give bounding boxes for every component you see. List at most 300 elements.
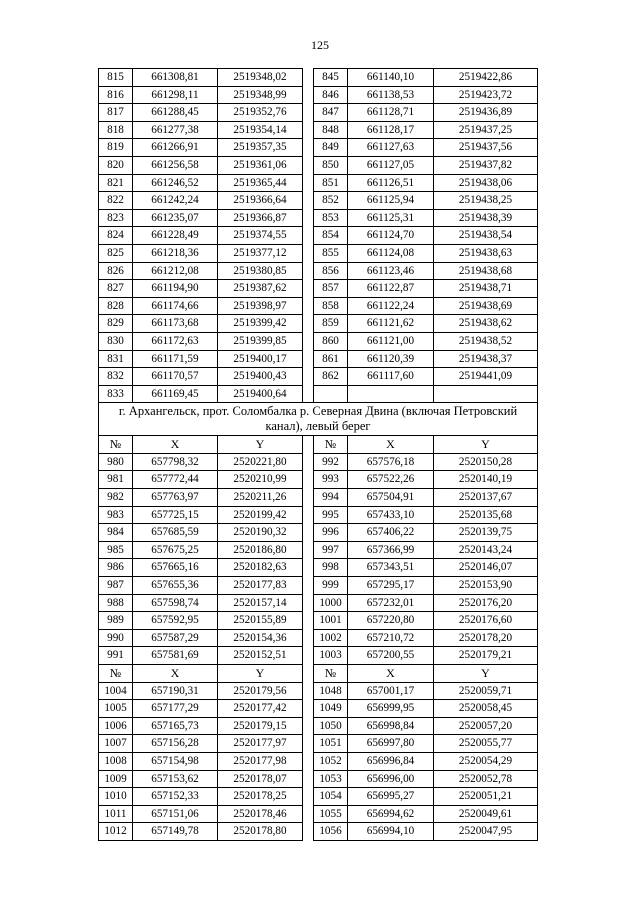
y-coordinate-cell: 2520221,80 [218, 453, 303, 471]
point-number-cell: 816 [99, 86, 133, 104]
x-coordinate-cell: 661235,07 [133, 209, 218, 227]
column-gap [303, 453, 314, 471]
y-coordinate-cell: 2520055,77 [434, 735, 538, 753]
column-gap [303, 315, 314, 333]
y-coordinate-cell: 2519374,55 [218, 227, 303, 245]
x-coordinate-cell: 657200,55 [348, 647, 434, 665]
point-number-cell: 859 [314, 315, 348, 333]
point-number-cell: 990 [99, 629, 133, 647]
y-coordinate-cell: 2520178,25 [218, 788, 303, 806]
point-number-cell: 995 [314, 506, 348, 524]
point-number-cell: 822 [99, 192, 133, 210]
column-gap [303, 332, 314, 350]
point-number-cell: 1006 [99, 717, 133, 735]
point-number-cell: 982 [99, 489, 133, 507]
y-coordinate-cell: 2520152,51 [218, 647, 303, 665]
point-number-cell: 1054 [314, 788, 348, 806]
y-coordinate-cell: 2519361,06 [218, 156, 303, 174]
column-header: Y [218, 665, 303, 683]
table-row [99, 577, 538, 595]
table-row [99, 770, 538, 788]
column-gap [303, 192, 314, 210]
point-number-cell: 858 [314, 297, 348, 315]
x-coordinate-cell: 661140,10 [348, 69, 434, 87]
table-row [99, 612, 538, 630]
x-coordinate-cell: 661266,91 [133, 139, 218, 157]
x-coordinate-cell: 656994,10 [348, 823, 434, 841]
x-coordinate-cell: 661125,31 [348, 209, 434, 227]
column-gap [303, 665, 314, 683]
y-coordinate-cell: 2520051,21 [434, 788, 538, 806]
column-gap [303, 227, 314, 245]
x-coordinate-cell: 661126,51 [348, 174, 434, 192]
y-coordinate-cell: 2519400,17 [218, 350, 303, 368]
point-number-cell: 853 [314, 209, 348, 227]
y-coordinate-cell: 2520155,89 [218, 612, 303, 630]
table-row [99, 121, 538, 139]
column-gap [303, 297, 314, 315]
y-coordinate-cell: 2519380,85 [218, 262, 303, 280]
point-number-cell: 856 [314, 262, 348, 280]
x-coordinate-cell: 661246,52 [133, 174, 218, 192]
point-number-cell: 1056 [314, 823, 348, 841]
y-coordinate-cell: 2520057,20 [434, 717, 538, 735]
x-coordinate-cell: 657001,17 [348, 682, 434, 700]
x-coordinate-cell: 661124,08 [348, 244, 434, 262]
column-gap [303, 752, 314, 770]
column-gap [303, 506, 314, 524]
column-header: X [133, 665, 218, 683]
column-gap [303, 244, 314, 262]
y-coordinate-cell: 2520058,45 [434, 700, 538, 718]
y-coordinate-cell: 2520177,98 [218, 752, 303, 770]
y-coordinate-cell: 2519437,82 [434, 156, 538, 174]
x-coordinate-cell [348, 385, 434, 403]
x-coordinate-cell: 661128,71 [348, 104, 434, 122]
x-coordinate-cell: 661171,59 [133, 350, 218, 368]
table-row [99, 541, 538, 559]
x-coordinate-cell: 657406,22 [348, 524, 434, 542]
x-coordinate-cell: 656997,80 [348, 735, 434, 753]
x-coordinate-cell: 661123,46 [348, 262, 434, 280]
column-gap [303, 788, 314, 806]
table-row [99, 332, 538, 350]
y-coordinate-cell: 2520178,20 [434, 629, 538, 647]
table-row [99, 86, 538, 104]
x-coordinate-cell: 657798,32 [133, 453, 218, 471]
point-number-cell: 825 [99, 244, 133, 262]
y-coordinate-cell: 2520157,14 [218, 594, 303, 612]
section-title-row [99, 403, 538, 436]
table-row [99, 104, 538, 122]
y-coordinate-cell: 2520047,95 [434, 823, 538, 841]
column-gap [303, 647, 314, 665]
y-coordinate-cell: 2519438,25 [434, 192, 538, 210]
column-gap [303, 805, 314, 823]
point-number-cell: 981 [99, 471, 133, 489]
y-coordinate-cell: 2520146,07 [434, 559, 538, 577]
y-coordinate-cell: 2520186,80 [218, 541, 303, 559]
y-coordinate-cell: 2520178,07 [218, 770, 303, 788]
y-coordinate-cell: 2519436,89 [434, 104, 538, 122]
x-coordinate-cell: 656994,62 [348, 805, 434, 823]
x-coordinate-cell: 657665,16 [133, 559, 218, 577]
table-row [99, 209, 538, 227]
point-number-cell: 986 [99, 559, 133, 577]
column-header: № [314, 665, 348, 683]
y-coordinate-cell: 2519348,02 [218, 69, 303, 87]
section-title: г. Архангельск, прот. Соломбалка р. Северная Двина (включая Петровский канал), левый берег [99, 403, 538, 436]
y-coordinate-cell: 2520143,24 [434, 541, 538, 559]
y-coordinate-cell: 2520178,80 [218, 823, 303, 841]
point-number-cell: 989 [99, 612, 133, 630]
point-number-cell: 997 [314, 541, 348, 559]
y-coordinate-cell: 2519399,85 [218, 332, 303, 350]
x-coordinate-cell: 656996,84 [348, 752, 434, 770]
table-row [99, 489, 538, 507]
point-number-cell: 829 [99, 315, 133, 333]
point-number-cell: 861 [314, 350, 348, 368]
x-coordinate-cell: 657504,91 [348, 489, 434, 507]
x-coordinate-cell: 661128,17 [348, 121, 434, 139]
y-coordinate-cell: 2519366,64 [218, 192, 303, 210]
x-coordinate-cell: 661298,11 [133, 86, 218, 104]
table-row [99, 297, 538, 315]
y-coordinate-cell: 2520049,61 [434, 805, 538, 823]
table-row [99, 453, 538, 471]
column-header: X [348, 436, 434, 454]
column-gap [303, 577, 314, 595]
x-coordinate-cell: 657366,99 [348, 541, 434, 559]
point-number-cell: 831 [99, 350, 133, 368]
x-coordinate-cell: 657592,95 [133, 612, 218, 630]
point-number-cell: 846 [314, 86, 348, 104]
x-coordinate-cell: 657763,97 [133, 489, 218, 507]
column-gap [303, 559, 314, 577]
point-number-cell: 823 [99, 209, 133, 227]
y-coordinate-cell: 2519365,44 [218, 174, 303, 192]
coordinates-table [98, 68, 538, 841]
point-number-cell: 845 [314, 69, 348, 87]
column-gap [303, 471, 314, 489]
x-coordinate-cell: 657433,10 [348, 506, 434, 524]
point-number-cell: 996 [314, 524, 348, 542]
x-coordinate-cell: 657581,69 [133, 647, 218, 665]
point-number-cell: 1052 [314, 752, 348, 770]
x-coordinate-cell: 661308,81 [133, 69, 218, 87]
y-coordinate-cell: 2519438,52 [434, 332, 538, 350]
x-coordinate-cell: 657151,06 [133, 805, 218, 823]
column-header: X [348, 665, 434, 683]
point-number-cell: 848 [314, 121, 348, 139]
table-row [99, 385, 538, 403]
x-coordinate-cell: 661120,39 [348, 350, 434, 368]
table-row [99, 788, 538, 806]
x-coordinate-cell: 661218,36 [133, 244, 218, 262]
y-coordinate-cell: 2520139,75 [434, 524, 538, 542]
table-row [99, 315, 538, 333]
point-number-cell: 1002 [314, 629, 348, 647]
x-coordinate-cell: 657153,62 [133, 770, 218, 788]
table-row [99, 471, 538, 489]
column-header: Y [434, 665, 538, 683]
coordinates-block-3 [99, 665, 538, 841]
y-coordinate-cell: 2520153,90 [434, 577, 538, 595]
table-header-row [99, 665, 538, 683]
column-header: Y [218, 436, 303, 454]
x-coordinate-cell: 657190,31 [133, 682, 218, 700]
table-row [99, 139, 538, 157]
y-coordinate-cell: 2519438,68 [434, 262, 538, 280]
table-row [99, 752, 538, 770]
table-row [99, 594, 538, 612]
y-coordinate-cell: 2520179,15 [218, 717, 303, 735]
point-number-cell: 1012 [99, 823, 133, 841]
x-coordinate-cell: 661277,38 [133, 121, 218, 139]
column-gap [303, 280, 314, 298]
table-row [99, 262, 538, 280]
y-coordinate-cell: 2519441,09 [434, 368, 538, 386]
point-number-cell: 851 [314, 174, 348, 192]
x-coordinate-cell: 661122,87 [348, 280, 434, 298]
y-coordinate-cell: 2519400,43 [218, 368, 303, 386]
y-coordinate-cell: 2519348,99 [218, 86, 303, 104]
point-number-cell: 999 [314, 577, 348, 595]
x-coordinate-cell: 657772,44 [133, 471, 218, 489]
point-number-cell: 850 [314, 156, 348, 174]
point-number-cell: 1008 [99, 752, 133, 770]
point-number-cell: 832 [99, 368, 133, 386]
table-row [99, 174, 538, 192]
table-row [99, 280, 538, 298]
point-number-cell: 994 [314, 489, 348, 507]
column-header: X [133, 436, 218, 454]
y-coordinate-cell: 2519438,69 [434, 297, 538, 315]
y-coordinate-cell: 2520179,56 [218, 682, 303, 700]
x-coordinate-cell: 657522,26 [348, 471, 434, 489]
x-coordinate-cell: 657177,29 [133, 700, 218, 718]
point-number-cell: 983 [99, 506, 133, 524]
point-number-cell: 1005 [99, 700, 133, 718]
x-coordinate-cell: 661242,24 [133, 192, 218, 210]
y-coordinate-cell [434, 385, 538, 403]
y-coordinate-cell: 2520135,68 [434, 506, 538, 524]
column-gap [303, 139, 314, 157]
point-number-cell: 1049 [314, 700, 348, 718]
point-number-cell: 820 [99, 156, 133, 174]
column-gap [303, 524, 314, 542]
x-coordinate-cell: 656995,27 [348, 788, 434, 806]
column-gap [303, 350, 314, 368]
x-coordinate-cell: 657220,80 [348, 612, 434, 630]
x-coordinate-cell: 661173,68 [133, 315, 218, 333]
point-number-cell: 862 [314, 368, 348, 386]
column-gap [303, 682, 314, 700]
column-gap [303, 262, 314, 280]
y-coordinate-cell: 2519438,37 [434, 350, 538, 368]
x-coordinate-cell: 657156,28 [133, 735, 218, 753]
x-coordinate-cell: 661170,57 [133, 368, 218, 386]
table-row [99, 559, 538, 577]
y-coordinate-cell: 2519352,76 [218, 104, 303, 122]
x-coordinate-cell: 661194,90 [133, 280, 218, 298]
point-number-cell: 817 [99, 104, 133, 122]
point-number-cell: 988 [99, 594, 133, 612]
x-coordinate-cell: 661174,66 [133, 297, 218, 315]
point-number-cell: 815 [99, 69, 133, 87]
column-gap [303, 823, 314, 841]
column-gap [303, 69, 314, 87]
x-coordinate-cell: 657576,18 [348, 453, 434, 471]
table-header-row [99, 436, 538, 454]
point-number-cell: 980 [99, 453, 133, 471]
table-row [99, 350, 538, 368]
table-row [99, 524, 538, 542]
y-coordinate-cell: 2519423,72 [434, 86, 538, 104]
point-number-cell: 991 [99, 647, 133, 665]
table-row [99, 735, 538, 753]
column-gap [303, 104, 314, 122]
x-coordinate-cell: 661127,63 [348, 139, 434, 157]
y-coordinate-cell: 2519366,87 [218, 209, 303, 227]
x-coordinate-cell: 661121,62 [348, 315, 434, 333]
y-coordinate-cell: 2520150,28 [434, 453, 538, 471]
x-coordinate-cell: 661212,08 [133, 262, 218, 280]
y-coordinate-cell: 2520176,20 [434, 594, 538, 612]
column-gap [303, 629, 314, 647]
section-heading-block [99, 403, 538, 436]
x-coordinate-cell: 657232,01 [348, 594, 434, 612]
point-number-cell: 1051 [314, 735, 348, 753]
x-coordinate-cell: 657165,73 [133, 717, 218, 735]
x-coordinate-cell: 656999,95 [348, 700, 434, 718]
point-number-cell: 855 [314, 244, 348, 262]
column-gap [303, 368, 314, 386]
y-coordinate-cell: 2519438,63 [434, 244, 538, 262]
point-number-cell: 833 [99, 385, 133, 403]
y-coordinate-cell: 2519387,62 [218, 280, 303, 298]
coordinates-block-1 [99, 69, 538, 403]
column-gap [303, 385, 314, 403]
y-coordinate-cell: 2520177,42 [218, 700, 303, 718]
y-coordinate-cell: 2519438,71 [434, 280, 538, 298]
y-coordinate-cell: 2519438,54 [434, 227, 538, 245]
x-coordinate-cell: 657675,25 [133, 541, 218, 559]
point-number-cell: 818 [99, 121, 133, 139]
point-number-cell: 992 [314, 453, 348, 471]
x-coordinate-cell: 657587,29 [133, 629, 218, 647]
point-number-cell: 849 [314, 139, 348, 157]
point-number-cell: 1010 [99, 788, 133, 806]
table-row [99, 823, 538, 841]
point-number-cell: 1050 [314, 717, 348, 735]
column-header: Y [434, 436, 538, 454]
column-gap [303, 436, 314, 454]
x-coordinate-cell: 661172,63 [133, 332, 218, 350]
point-number-cell: 993 [314, 471, 348, 489]
table-row [99, 506, 538, 524]
y-coordinate-cell: 2519399,42 [218, 315, 303, 333]
x-coordinate-cell: 661288,45 [133, 104, 218, 122]
x-coordinate-cell: 661121,00 [348, 332, 434, 350]
column-gap [303, 770, 314, 788]
x-coordinate-cell: 657149,78 [133, 823, 218, 841]
x-coordinate-cell: 657210,72 [348, 629, 434, 647]
x-coordinate-cell: 657152,33 [133, 788, 218, 806]
y-coordinate-cell: 2519438,62 [434, 315, 538, 333]
y-coordinate-cell: 2519422,86 [434, 69, 538, 87]
point-number-cell: 1007 [99, 735, 133, 753]
column-gap [303, 156, 314, 174]
table-row [99, 192, 538, 210]
point-number-cell [314, 385, 348, 403]
y-coordinate-cell: 2519437,56 [434, 139, 538, 157]
y-coordinate-cell: 2519438,39 [434, 209, 538, 227]
table-row [99, 629, 538, 647]
column-header: № [99, 436, 133, 454]
x-coordinate-cell: 656998,84 [348, 717, 434, 735]
point-number-cell: 860 [314, 332, 348, 350]
y-coordinate-cell: 2520140,19 [434, 471, 538, 489]
table-row [99, 682, 538, 700]
x-coordinate-cell: 661117,60 [348, 368, 434, 386]
point-number-cell: 826 [99, 262, 133, 280]
x-coordinate-cell: 657725,15 [133, 506, 218, 524]
y-coordinate-cell: 2520211,26 [218, 489, 303, 507]
y-coordinate-cell: 2520177,83 [218, 577, 303, 595]
y-coordinate-cell: 2520177,97 [218, 735, 303, 753]
y-coordinate-cell: 2520154,36 [218, 629, 303, 647]
point-number-cell: 821 [99, 174, 133, 192]
x-coordinate-cell: 661228,49 [133, 227, 218, 245]
y-coordinate-cell: 2519400,64 [218, 385, 303, 403]
y-coordinate-cell: 2520137,67 [434, 489, 538, 507]
page-number: 125 [311, 38, 329, 52]
table-row [99, 69, 538, 87]
x-coordinate-cell: 657343,51 [348, 559, 434, 577]
y-coordinate-cell: 2520210,99 [218, 471, 303, 489]
point-number-cell: 854 [314, 227, 348, 245]
column-gap [303, 86, 314, 104]
y-coordinate-cell: 2520178,46 [218, 805, 303, 823]
point-number-cell: 1011 [99, 805, 133, 823]
point-number-cell: 1055 [314, 805, 348, 823]
table-row [99, 244, 538, 262]
column-gap [303, 541, 314, 559]
point-number-cell: 828 [99, 297, 133, 315]
point-number-cell: 819 [99, 139, 133, 157]
point-number-cell: 985 [99, 541, 133, 559]
y-coordinate-cell: 2519377,12 [218, 244, 303, 262]
x-coordinate-cell: 657598,74 [133, 594, 218, 612]
x-coordinate-cell: 661124,70 [348, 227, 434, 245]
y-coordinate-cell: 2520199,42 [218, 506, 303, 524]
y-coordinate-cell: 2519357,35 [218, 139, 303, 157]
point-number-cell: 984 [99, 524, 133, 542]
x-coordinate-cell: 657295,17 [348, 577, 434, 595]
y-coordinate-cell: 2519398,97 [218, 297, 303, 315]
x-coordinate-cell: 656996,00 [348, 770, 434, 788]
coordinates-block-2 [99, 436, 538, 665]
column-header: № [314, 436, 348, 454]
column-gap [303, 174, 314, 192]
y-coordinate-cell: 2520179,21 [434, 647, 538, 665]
column-gap [303, 735, 314, 753]
point-number-cell: 830 [99, 332, 133, 350]
table-row [99, 647, 538, 665]
y-coordinate-cell: 2520052,78 [434, 770, 538, 788]
point-number-cell: 1048 [314, 682, 348, 700]
